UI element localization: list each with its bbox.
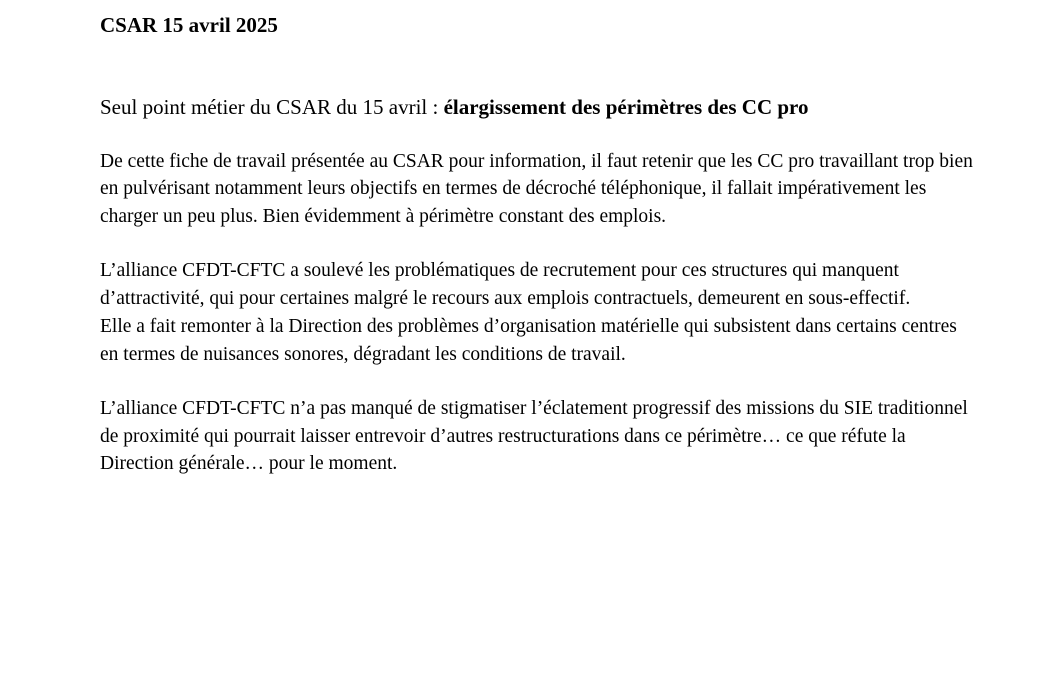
paragraph-4: L’alliance CFDT-CFTC n’a pas manqué de stigmatiser l’éclatement progressif des missions du SIE traditionnel de proximité qui pourrait laisser entrevoir d’autres restructurations dans ce périmètre… ce que réfute la Direction générale… pour le moment. <box>100 397 968 475</box>
paragraph-3: Elle a fait remonter à la Direction des problèmes d’organisation matérielle qui subsistent dans certains centres en termes de nuisances sonores, dégradant les conditions de travail. <box>100 315 957 365</box>
document-body <box>100 12 980 478</box>
page-title: CSAR 15 avril 2025 <box>100 13 278 37</box>
paragraph-1: De cette fiche de travail présentée au CSAR pour information, il faut retenir que les CC pro travaillant trop bien en pulvérisant notamment leurs objectifs en termes de décroché téléphonique, il fallait impérativement les charger un peu plus. Bien évidemment à périmètre constant des emplois. <box>100 150 973 228</box>
section-heading-emphasis: élargissement des périmètres des CC pro <box>443 95 809 120</box>
paragraph-2: L’alliance CFDT-CFTC a soulevé les problématiques de recrutement pour ces structures qui manquent d’attractivité, qui pour certaines malgré le recours aux emplois contractuels, demeurent en sous-effectif. <box>100 260 911 310</box>
section-heading <box>100 94 980 121</box>
section-heading-lead: Seul point métier du CSAR du 15 avril : <box>100 95 444 120</box>
